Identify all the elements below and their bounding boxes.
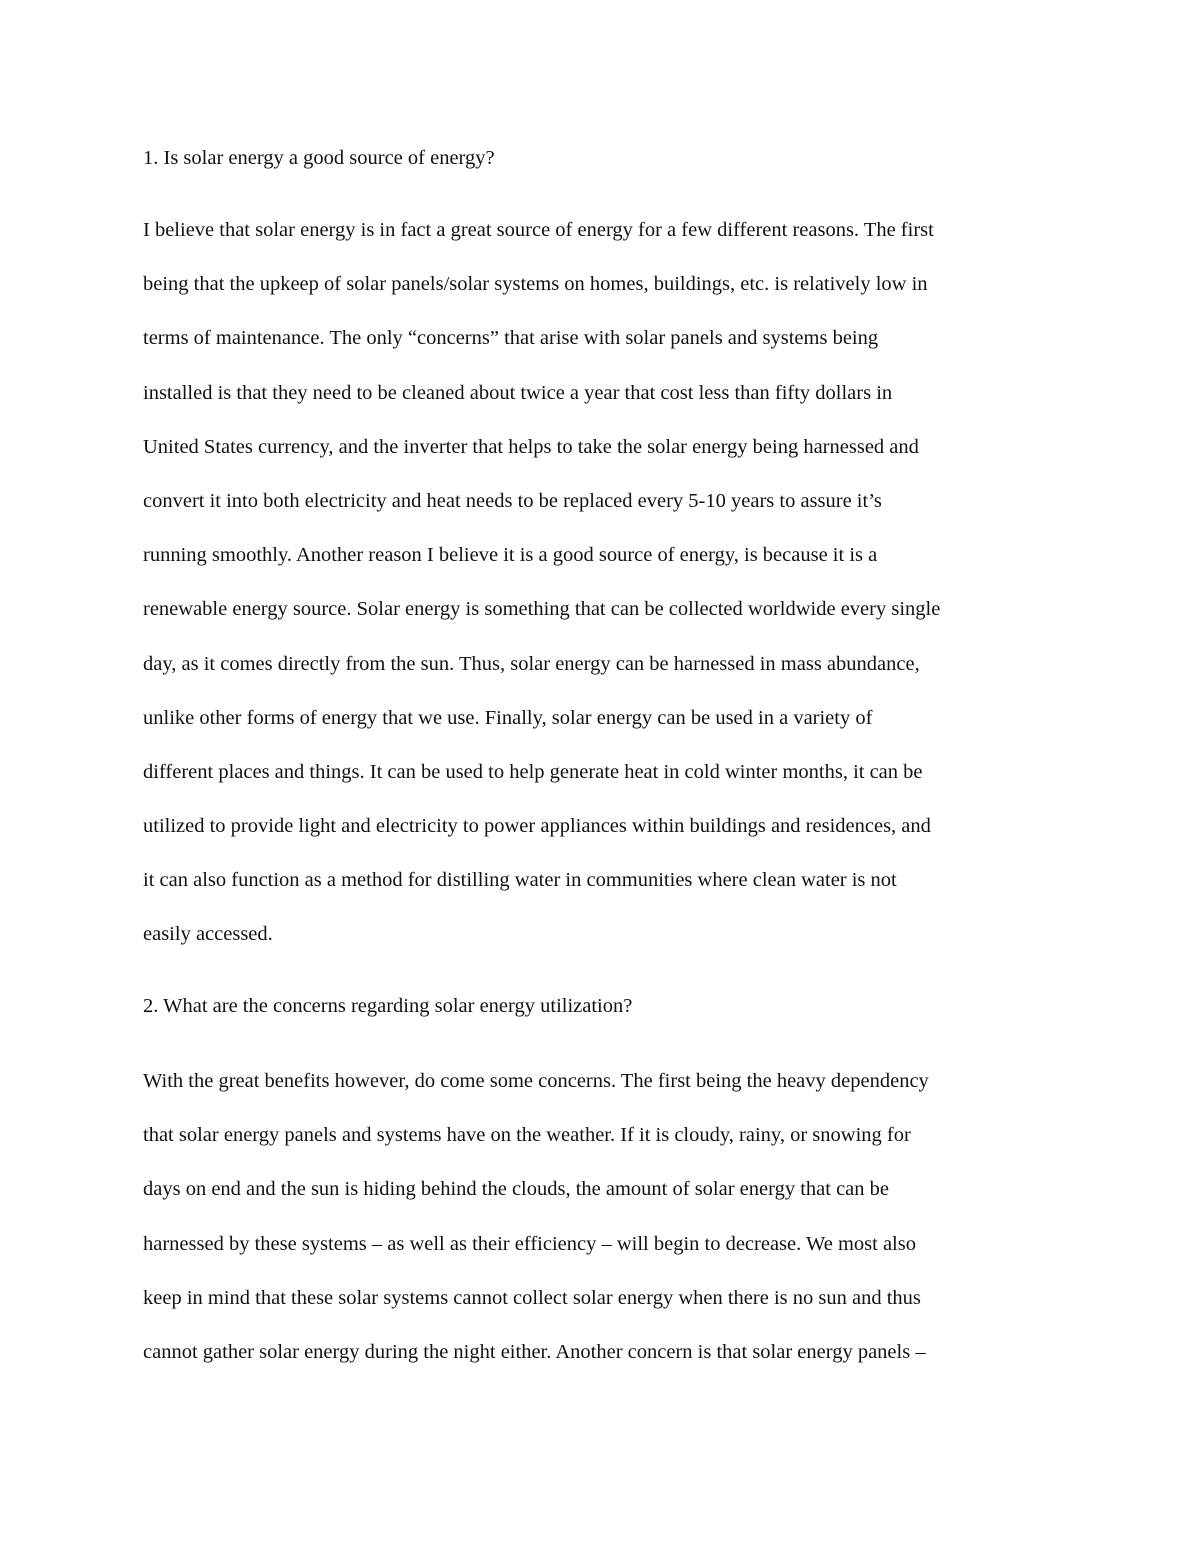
paragraph-line: running smoothly. Another reason I believe it is a good source of energy, is because it is a xyxy=(143,544,878,567)
paragraph-line: easily accessed. xyxy=(143,923,273,946)
paragraph-line: I believe that solar energy is in fact a great source of energy for a few different reasons. The first xyxy=(143,219,934,241)
paragraph-line: harnessed by these systems – as well as their efficiency – will begin to decrease. We most also xyxy=(143,1232,916,1255)
answer-2-paragraph xyxy=(143,1054,1068,1379)
paragraph-line: utilized to provide light and electricity to power appliances within buildings and residences, and xyxy=(143,815,931,838)
answer-1-paragraph xyxy=(143,203,1068,962)
question-1-heading xyxy=(143,131,1068,185)
paragraph-line: keep in mind that these solar systems cannot collect solar energy when there is no sun and thus xyxy=(143,1286,921,1309)
question-2-text: 2. What are the concerns regarding solar energy utilization? xyxy=(143,995,633,1017)
question-2-heading xyxy=(143,979,1068,1033)
paragraph-line: renewable energy source. Solar energy is something that can be collected worldwide every single xyxy=(143,598,941,621)
paragraph-line: installed is that they need to be cleaned about twice a year that cost less than fifty dollars in xyxy=(143,381,893,404)
paragraph-line: days on end and the sun is hiding behind the clouds, the amount of solar energy that can be xyxy=(143,1178,889,1201)
paragraph-line: day, as it comes directly from the sun. Thus, solar energy can be harnessed in mass abundance, xyxy=(143,652,920,675)
paragraph-line: it can also function as a method for distilling water in communities where clean water is not xyxy=(143,869,897,892)
paragraph-line: With the great benefits however, do come some concerns. The first being the heavy dependency xyxy=(143,1070,929,1092)
paragraph-line: convert it into both electricity and heat needs to be replaced every 5-10 years to assure it’s xyxy=(143,489,882,512)
paragraph-line: that solar energy panels and systems have on the weather. If it is cloudy, rainy, or snowing for xyxy=(143,1124,911,1147)
paragraph-line: unlike other forms of energy that we use. Finally, solar energy can be used in a variety of xyxy=(143,706,873,729)
paragraph-line: cannot gather solar energy during the night either. Another concern is that solar energy panels – xyxy=(143,1340,926,1363)
paragraph-line: being that the upkeep of solar panels/solar systems on homes, buildings, etc. is relatively low in xyxy=(143,273,928,296)
question-1-text: 1. Is solar energy a good source of energy? xyxy=(143,147,495,169)
paragraph-line: United States currency, and the inverter that helps to take the solar energy being harnessed and xyxy=(143,435,919,458)
paragraph-line: different places and things. It can be used to help generate heat in cold winter months, it can be xyxy=(143,760,923,783)
paragraph-line: terms of maintenance. The only “concerns” that arise with solar panels and systems being xyxy=(143,327,879,350)
